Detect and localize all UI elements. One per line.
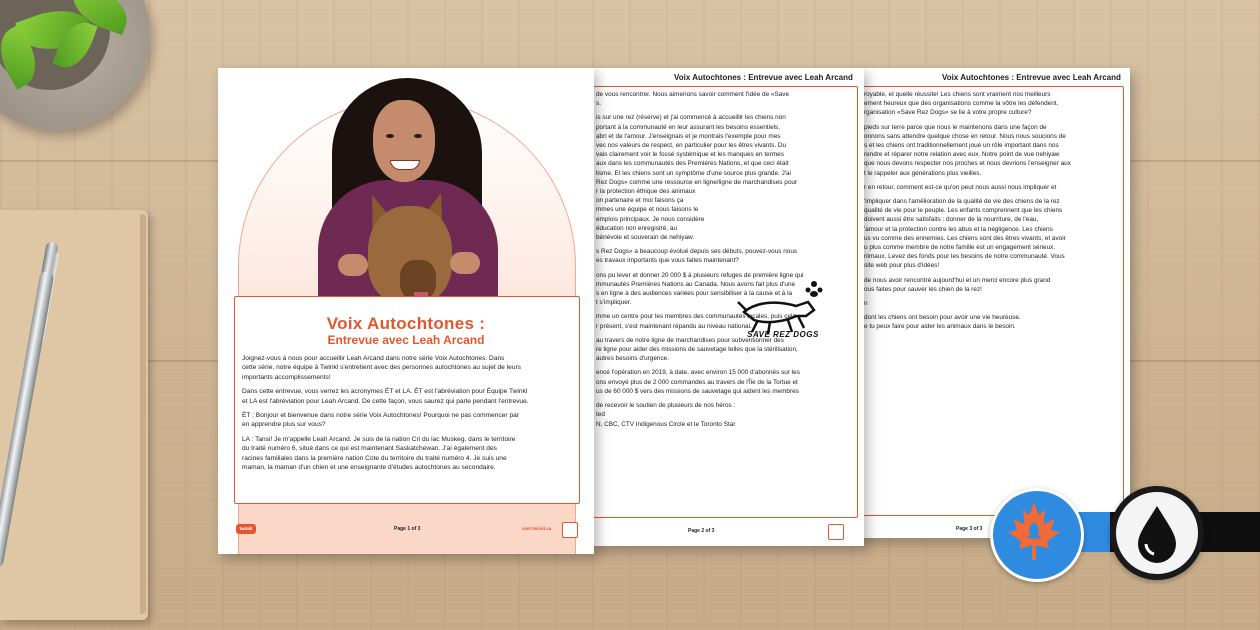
text-line: bénévole et souverain de nehiyaw. [596, 234, 695, 242]
text-line: portant à la communauté en leur assurant les besoins essentiels, [596, 123, 781, 131]
worksheet-page-3 [856, 68, 1130, 538]
page-number: Page 3 of 3 [956, 526, 983, 532]
footer-url: visit twinkl.ca [522, 526, 552, 531]
text-line: LA : Tansi! Je m'appelle Leah Arcand. Je suis de la nation Cri du lac Muskeg, dans le territoire [242, 435, 516, 443]
text-line: site web pour plus d'idées! [864, 262, 940, 270]
twinkl-badge-icon [562, 522, 578, 538]
text-line: rendre et réparer notre relation avec eux. Notre point de vue nehiyaw [864, 151, 1060, 159]
logo-text: SAVE REZ DOGS [747, 330, 819, 339]
text-line: onnons sans attendre quelque chose en retour. Nous nous soucions de [864, 132, 1066, 140]
text-line: ons envoyé plus de 2 000 commandes au travers de l'Île de la Tortue et [596, 378, 798, 386]
text-line: de vous rencontrer. Nous aimerions savoir comment l'idée de «Save [596, 91, 790, 98]
text-line: 'impliquer dans l'amélioration de la qualité de vie des chiens de la rez [864, 198, 1060, 206]
text-line: autres besoins d'urgence. [596, 355, 669, 363]
text-line: de nous avoir rencontré aujourd'hui et un merci encore plus grand [864, 276, 1051, 284]
text-line: nimaux. Levez des fonds pour les besoins de notre communauté. Vous [864, 253, 1065, 261]
text-line: ement heureux que des organisations comme la vôtre les défendent. [864, 100, 1059, 108]
text-line: Dans cette entrevue, vous verrez les acronymes ÉT et LA. ÉT est l'abréviation pour Équipe Twinkl [242, 388, 528, 396]
text-line: e tu peux faire pour aider les animaux dans le besoin. [864, 323, 1016, 331]
text-line: royable, et quelle réussite! Les chiens sont vraiment nos meilleurs [864, 91, 1051, 98]
maple-leaf-icon [990, 488, 1084, 582]
text-line: t le rappeler aux générations plus vieilles. [864, 169, 982, 177]
text-line: doivent aussi être satisfaits : donner de la nourriture, de l'eau, [864, 216, 1039, 224]
worksheet-page-2 [588, 68, 864, 546]
text-line: abri et de l'amour. J'enseignais et je montrais l'exemple pour mes [596, 132, 781, 140]
text-line: vec nos valeurs de respect, en particulier pour les êtres vivants. Du [596, 142, 787, 150]
text-line: au travers de notre ligne de marchandises pour subventionner des [596, 336, 784, 344]
text-line: r la protection éthique des animaux [596, 188, 696, 196]
text-line: N, CBC, CTV Indigenous Circle et le Toronto Star [596, 420, 736, 428]
text-line: ous faites pour sauver les chien de la rez! [864, 285, 982, 293]
text-line: vais clairement voir le fossé systémique et les manques en termes [596, 151, 784, 159]
text-line: importants accomplissements! [242, 373, 331, 381]
text-line: on partenaire et moi faisons ça [596, 197, 684, 205]
text-line: emplois principaux. Je nous considère [596, 215, 705, 223]
text-line: Joignez-vous à nous pour accueillir Leah Arcand dans notre série Voix Autochtones. Dans [242, 355, 505, 362]
text-line: racines familiales dans la première nation Cote du territoire du traité numéro 4. Je suis une [242, 454, 507, 462]
text-line: s et les chiens ont traditionnellement joué un rôle important dans nos [864, 142, 1059, 150]
portrait-eye [386, 134, 394, 138]
text-line: r en retour, comment est-ce qu'on peut nous aussi nous impliquer et [864, 183, 1057, 191]
text-line: us de 60 000 $ vers des missions de sauvetage qui aident les membres [596, 387, 799, 395]
text-line: mmunautés Premières Nations au Canada. Nous avons fait plus d'une [596, 280, 796, 288]
text-line: rganisation «Save Rez Dogs» se lie à votre propre culture? [864, 109, 1032, 117]
page-title: Voix Autochtones : [326, 314, 486, 333]
text-line: s. [596, 100, 601, 108]
text-line: ons pu lever et donner 20 000 $ à plusieurs refuges de première ligne qui [596, 271, 804, 279]
text-line: re ligne pour aider des missions de sauvetage telles que la stérilisation, [596, 346, 798, 354]
text-line: ted [596, 411, 605, 419]
text-line: encé l'opération en 2019, à date, avec environ 15 000 d'abonnés sur les [596, 369, 800, 377]
text-line: Rez Dogs» comme une ressource en ligne/ligne de marchandises pour [596, 178, 798, 186]
text-line: de recevoir le soutien de plusieurs de nos héros : [596, 402, 736, 410]
text-line: n [864, 300, 868, 308]
page-1-text [242, 354, 572, 500]
text-line: 'amour et la protection contre les abus et la négligence. Les chiens [864, 225, 1053, 233]
text-line: en apprendre plus sur vous? [242, 421, 326, 429]
text-line: r présent, s'est maintenant répandu au niveau national. [596, 322, 752, 330]
text-line: s en ligne à des audiences variées pour sensibiliser à la cause et à la [596, 290, 793, 298]
text-line: ÉT : Bonjour et bienvenue dans notre série Voix Autochtones! Pourquoi ne pas commencer par [242, 412, 519, 420]
page-number: Page 1 of 3 [394, 526, 421, 532]
notebook-edge [140, 214, 146, 614]
text-line: pieds sur terre parce que nous le maintenons dans une façon de [864, 123, 1047, 131]
twinkl-logo: twinkl [236, 524, 256, 534]
page-3-text [864, 90, 1118, 530]
portrait-hand [338, 254, 368, 276]
text-line: éducation non enregistré, au [596, 224, 678, 232]
twinkl-badge-icon [828, 524, 844, 540]
page-subtitle: Entrevue avec Leah Arcand [327, 333, 485, 347]
page-footer [218, 520, 594, 540]
text-line: u plus comme membre de notre famille est un engagement sérieux. [864, 244, 1056, 252]
text-line: es travaux importants que vous faites maintenant? [596, 257, 739, 265]
running-head: Voix Autochtones : Entrevue avec Leah Arcand [942, 73, 1121, 82]
page-footer [588, 522, 864, 542]
text-line: t s'impliquer. [596, 299, 632, 307]
text-line: qualité de vie pour le peuple. Les enfants comprennent que les chiens [864, 207, 1063, 215]
text-line: mmes une équipe et nous faisons le [596, 206, 699, 214]
worksheet-page-1 [218, 68, 594, 554]
text-line: is sur une rez (réserve) et j'ai commencé à accueillir les chiens non [596, 114, 786, 122]
text-line: et LA est l'abréviation pour Leah Arcand. De cette façon, vous saurez qui parle pendant l'entrevue. [242, 397, 529, 405]
text-line: cette série, notre équipe à Twinkl s'entretient avec des personnes autochtones au sujet de leurs [242, 364, 521, 372]
portrait-eye [414, 134, 422, 138]
text-line: dont les chiens ont besoin pour avoir une vie heureuse. [864, 314, 1021, 322]
oil-drop-icon [1110, 486, 1204, 580]
page-number: Page 2 of 3 [688, 528, 715, 534]
running-head: Voix Autochtones : Entrevue avec Leah Arcand [674, 73, 853, 82]
text-line: us vu comme des ennemies. Les chiens sont des êtres vivants, et avoir [864, 234, 1066, 242]
text-line: mme un centre pour les membres des communautés locales, puis cela [596, 313, 796, 321]
text-line: aux dans les communautés des Premières Nations, et que ceci était [596, 160, 789, 168]
text-line: maman, la maman d'un chien et une enseignante d'études autochtones au secondaire. [242, 464, 496, 472]
text-line: que nous devons respecter nos proches et nous devrions l'enseigner aux [864, 160, 1071, 168]
text-line: lisme. Et les chiens sont un symptôme d'une source plus grande. J'ai [596, 169, 791, 177]
text-line: du traité numéro 6, situé dans ce qui est maintenant Saskatchewan. J'ai également des [242, 445, 497, 453]
portrait-hand [450, 252, 480, 274]
text-line: s Rez Dogs» a beaucoup évolué depuis ses débuts, pouvez-vous nous [596, 248, 798, 256]
